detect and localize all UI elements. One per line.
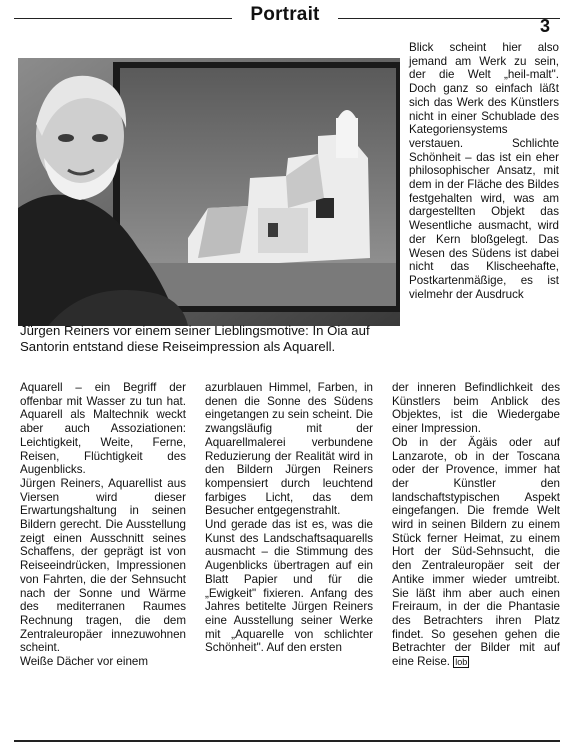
header-rule-left (14, 18, 232, 19)
section-title: Portrait (250, 4, 320, 25)
header-rule-right (338, 18, 560, 19)
article-paragraph: Aquarell – ein Begriff der offenbar mit Wasser zu tun hat. Aquarell als Maltechnik weckt aber auch Assoziationen: Leichtigkeit, Weite, Ferne, Reisen, Flüchtigkeit des Augenblicks. (20, 381, 186, 477)
article-column-1 (20, 381, 186, 669)
article-column-3-bottom (392, 381, 560, 669)
article-paragraph (392, 436, 560, 669)
footer-rule (14, 740, 560, 742)
article-paragraph: Blick scheint hier also jemand am Werk zu sein, der die Welt „heil-malt". Doch ganz so einfach läßt sich das Werk des Künstlers nicht in einer Schublade des Kategoriensystems verstauen. Schlichte Schönheit – das ist ein eher philosophischer Ansatz, mit dem in der Fläche des Bildes festgehalten wird, was am dargestellten Objekt das Wesentliche ausmacht, wird der Kern bloßgelegt. Das Wesen des Südens ist dabei nicht das Klischeehafte, Postkartenmäßige, es ist vielmehr der Ausdruck (409, 41, 559, 301)
article-paragraph-text: Ob in der Ägäis oder auf Lanzarote, ob in der Toscana oder der Provence, immer hat der Künstler den landschaftstypischen Aspekt eingefangen. Die fremde Welt wird in seinen Bildern zu einem Stück ferner Heimat, zu einem Hort der Süd-Sehnsucht, die den Zentraleuropäer seit der Antike immer wieder umtreibt. Sie läßt ihm aber auch einen Freiraum, in der die Phantasie des Betrachters ihren Platz findet. So gesehen gehen die Betrachter der Bilder mit auf eine Reise. (392, 435, 560, 669)
article-paragraph: Weiße Dächer vor einem (20, 655, 149, 669)
photo-caption: Jürgen Reiners vor einem seiner Lieblingsmotive: In Oia auf Santorin entstand diese Reiseimpression als Aquarell. (20, 323, 370, 354)
article-paragraph: Und gerade das ist es, was die Kunst des Landschaftsaquarells ausmacht – die Stimmung des Augenblicks übertragen auf ein Blatt Papier und für die „Ewigkeit" fixieren. Anfang des Jahres betitelte Jürgen Reiners eine Ausstellung seiner Werke mit „Aquarelle von schlichter Schönheit". Auf den ersten (205, 518, 373, 655)
article-paragraph: Jürgen Reiners, Aquarellist aus Viersen wird dieser Erwartungshaltung in seinen Bildern gerecht. Die Ausstellung zeigt einen Ausschnitt seines Schaffens, der geprägt ist von Reiseeindrücken, Impressionen von Fahrten, die der Sehnsucht nach der Sonne und Wärme des mediterranen Raumes Rechnung tragen, die dem Zentraleuropäer innezuwohnen scheint. (20, 476, 186, 655)
page-number: 3 (540, 16, 551, 36)
article-column-2 (205, 381, 373, 655)
author-end-mark: lob (455, 657, 468, 667)
portrait-photo (18, 58, 400, 326)
article-column-3-top (409, 41, 559, 301)
article-paragraph: der inneren Befindlichkeit des Künstlers beim Anblick des Objektes, ist die Wiedergabe einer Impression. (392, 381, 560, 436)
article-paragraph: azurblauen Himmel, Farben, in denen die Sonne des Südens eingetangen zu sein scheint. Die zwangsläufig mit der Aquarellmalerei verbundene Reduzierung der Realität wird in den Bildern Jürgen Reiners kompensiert durch leuchtend farbiges Licht, das dem Besucher entgegenstrahlt. (205, 381, 373, 518)
